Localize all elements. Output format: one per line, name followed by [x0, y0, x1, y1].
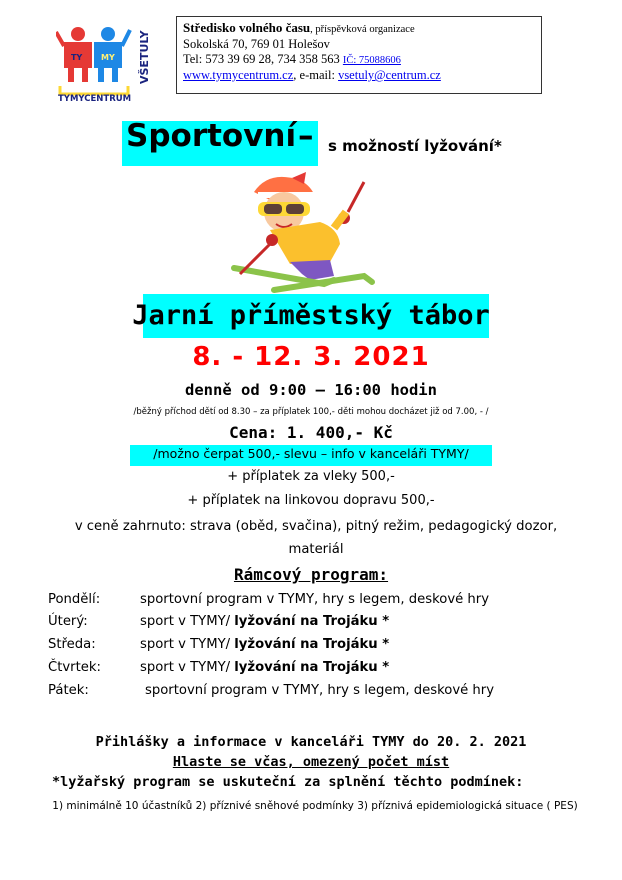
- discount-info: /možno čerpat 500,- slevu – info v kanceláři TYMY/: [153, 446, 469, 461]
- program-ski: lyžování na Trojáku *: [234, 660, 390, 675]
- org-email-link[interactable]: vsetuly@centrum.cz: [338, 68, 441, 82]
- logo-kid-right: MY: [101, 53, 115, 62]
- program-row: [48, 614, 389, 629]
- hurry-notice: [0, 754, 622, 770]
- transport-surcharge: + příplatek na linkovou dopravu 500,-: [187, 493, 435, 508]
- program-title: Rámcový program:: [233, 565, 389, 584]
- skier-child-icon: [214, 172, 384, 294]
- program-activity: sport v TYMY/: [140, 614, 235, 629]
- organization-info-box: [176, 16, 542, 94]
- title-main: Sportovní: [126, 118, 297, 154]
- price-includes: v ceně zahrnuto: strava (oběd, svačina), pitný režim, pedagogický dozor, materiál: [74, 519, 558, 557]
- program-day: Pátek:: [48, 683, 89, 698]
- org-email-label: , e-mail:: [293, 68, 339, 82]
- program-activity: sportovní program v TYMY, hry s legem, deskové hry: [145, 683, 495, 698]
- program-row: [48, 592, 489, 607]
- org-phone: Tel: 573 39 69 28, 734 358 563: [183, 52, 343, 66]
- program-ski: lyžování na Trojáku *: [234, 614, 390, 629]
- program-day: Pondělí:: [48, 592, 101, 607]
- program-activity: sportovní program v TYMY, hry s legem, deskové hry: [140, 592, 490, 607]
- ski-condition: *lyžařský program se uskuteční za splnění těchto podmínek:: [52, 774, 524, 790]
- org-web-link[interactable]: www.tymycentrum.cz: [183, 68, 294, 82]
- org-type: , příspěvková organizace: [310, 24, 415, 35]
- program-activity: sport v TYMY/: [140, 660, 235, 675]
- camp-price: Cena: 1. 400,- Kč: [229, 423, 393, 442]
- lift-surcharge: + příplatek za vleky 500,-: [227, 469, 395, 484]
- title-subtitle: s možností lyžování*: [328, 137, 502, 155]
- program-day: Úterý:: [48, 614, 88, 629]
- program-day: Čtvrtek:: [48, 660, 101, 675]
- camp-dates: 8. - 12. 3. 2021: [192, 342, 430, 372]
- hurry-text: Hlaste se včas, omezený počet míst: [172, 754, 450, 770]
- program-row: [48, 660, 389, 675]
- camp-title: Jarní příměstský tábor: [132, 300, 490, 331]
- logo-side-text: VŠETULY: [138, 30, 151, 84]
- program-activity: sport v TYMY/: [140, 637, 235, 652]
- logo-brand: TYMYCENTRUM: [58, 94, 132, 102]
- condition-detail: 1) minimálně 10 účastníků 2) příznivé sněhové podmínky 3) příznivá epidemiologická situace ( PES): [52, 800, 578, 812]
- program-ski: lyžování na Trojáku *: [234, 637, 390, 652]
- org-name: Středisko volného času: [183, 20, 311, 35]
- arrival-note: /běžný příchod dětí od 8.30 – za příplatek 100,- děti mohou docházet již od 7.00, - /: [133, 407, 489, 417]
- signup-info: Přihlášky a informace v kanceláři TYMY do 20. 2. 2021: [95, 734, 527, 750]
- camp-hours: denně od 9:00 – 16:00 hodin: [185, 381, 437, 399]
- logo-kid-left: TY: [71, 53, 83, 62]
- org-ico-link[interactable]: IČ: 75088606: [342, 55, 401, 66]
- title-dash: –: [298, 118, 314, 154]
- tymycentrum-logo-icon: [56, 20, 156, 102]
- program-day: Středa:: [48, 637, 96, 652]
- program-row: [48, 637, 389, 652]
- org-address: Sokolská 70, 769 01 Holešov: [183, 37, 330, 51]
- program-row: [48, 683, 494, 698]
